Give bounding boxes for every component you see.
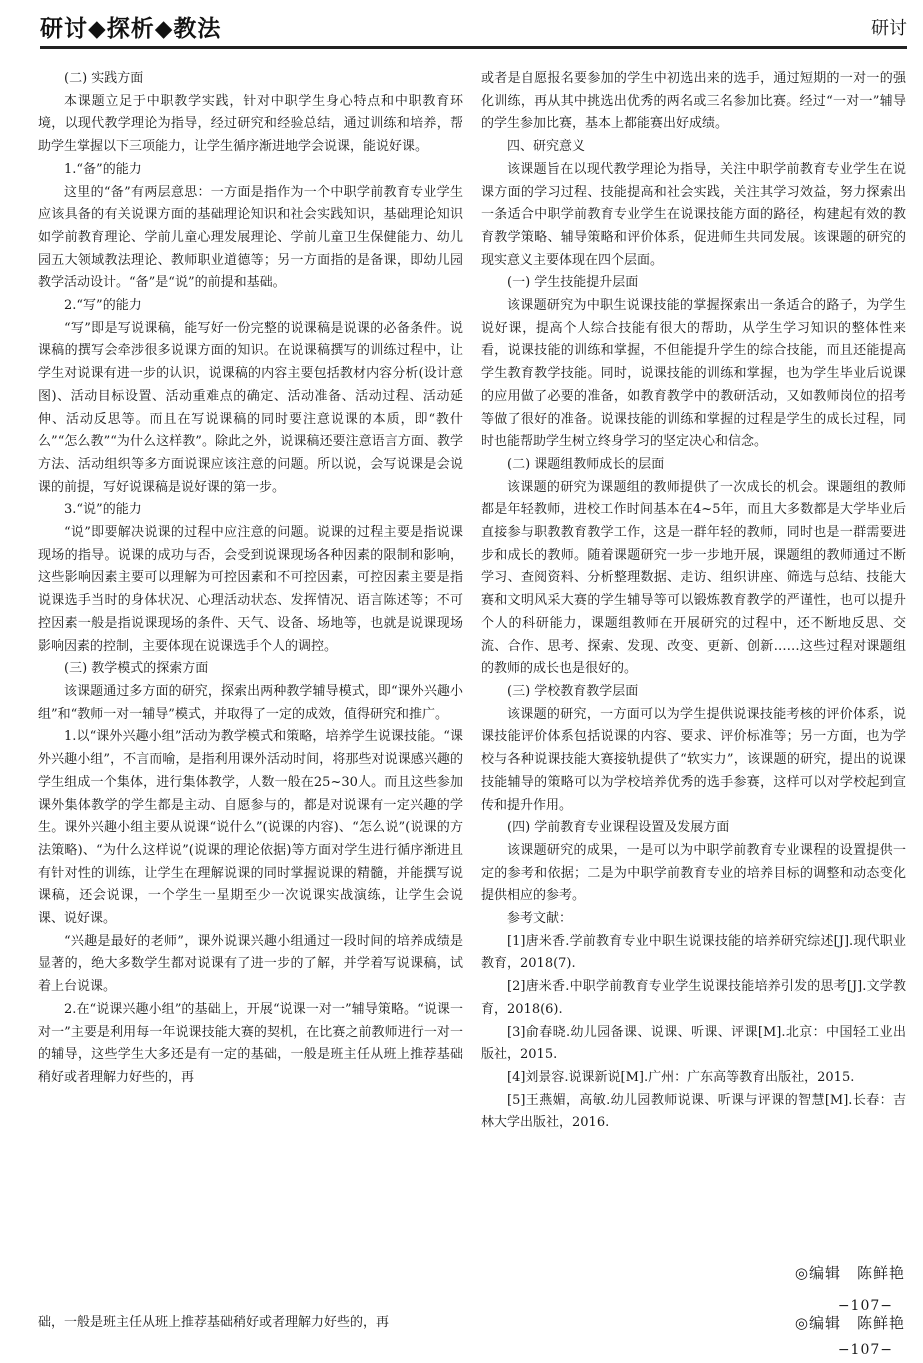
paragraph: 这里的“备”有两层意思：一方面是指作为一个中职学前教育专业学生应该具备的有关说课方面的基础理论知识和社会实践知识，基础理论知识如学前教育理论、学前儿童心理发展理论、学前儿童卫生保健能力、幼儿园五大领域教法理论、教师职业道德等；另一方面指的是备课，即幼儿园教学活动设计。“备”是“说”的前提和基础。 (38, 184, 463, 291)
reference-item: [3]俞春晓.幼儿园备课、说课、听课、评课[M].北京：中国轻工业出版社，2015. (481, 1024, 906, 1063)
header-rule (40, 46, 907, 49)
subheading: (三) 学校教育教学层面 (507, 683, 639, 699)
paragraph: 或者是自愿报名要参加的学生中初选出来的选手，通过短期的一对一的强化训练，再从其中挑选出优秀的两名或三名参加比赛。经过“一对一”辅导的学生参加比赛，基本上都能赛出好成绩。 (481, 71, 906, 132)
section-heading: (三) 教学模式的探索方面 (64, 661, 209, 677)
running-head-right: 研讨 (871, 18, 907, 39)
paragraph: 该课题研究的成果，一是可以为中职学前教育专业课程的设置提供一定的参考和依据；二是为中职学前教育专业的培养目标的调整和动态变化提供相应的参考。 (481, 842, 906, 904)
reference-item: [2]唐米香.中职学前教育专业学生说课技能培养引发的思考[J].文学教育，2018(6). (481, 979, 906, 1017)
page-header (0, 0, 923, 50)
reference-item: [1]唐米香.学前教育专业中职生说课技能的培养研究综述[J].现代职业教育，2018(7). (481, 933, 906, 972)
editor-credit-duplicate: ◎编辑 陈鲜艳 (794, 1314, 905, 1332)
references-heading: 参考文献： (507, 911, 573, 927)
paragraph: 该课题通过多方面的研究，探索出两种教学辅导模式，即“课外兴趣小组”和“教师一对一辅导”模式，并取得了一定的成效，值得研究和推广。 (38, 683, 463, 722)
subheading: 3.“说”的能力 (64, 502, 142, 518)
page-number: −107− (837, 1298, 893, 1314)
subheading: (四) 学前教育专业课程设置及发展方面 (507, 820, 730, 836)
carryover-line: 础，一般是班主任从班上推荐基础稍好或者理解力好些的，再 (38, 1315, 390, 1330)
section-heading: 四、研究意义 (507, 139, 586, 155)
paragraph: 本课题立足于中职教学实践，针对中职学生身心特点和中职教育环境，以现代教学理论为指导，经过研究和经验总结，通过训练和培养，帮助学生掌握以下三项能力，让学生循序渐进地学会说课，能说好课。 (38, 93, 463, 155)
section-heading: (二) 实践方面 (64, 71, 144, 86)
editor-credit: ◎编辑 陈鲜艳 (794, 1264, 905, 1282)
subheading: (二) 课题组教师成长的层面 (507, 456, 665, 472)
paragraph: “写”即是写说课稿，能写好一份完整的说课稿是说课的必备条件。说课稿的撰写会牵涉很多说课方面的知识。在说课稿撰写的训练过程中，让学生对说课有进一步的认识，说课稿的内容主要包括教材内容分析(设计意图)、活动目标设置、活动重难点的确定、活动准备、活动过程、活动延伸、活动反思等。而且在写说课稿的同时要注意说课的本质，即“教什么”“怎么教”“为什么这样教”。除此之外，说课稿还要注意语言方面、教学方法、活动组织等多方面说课应该注意的问题。所以说，会写说课是会说课的前提，写好说课稿是说好课的第一步。 (38, 320, 463, 495)
paragraph: 该课题研究为中职生说课技能的掌握探索出一条适合的路子，为学生说好课，提高个人综合技能有很大的帮助，从学生学习知识的整体性来看，说课技能的训练和掌握，不但能提升学生的综合技能，而且还能提高学生教育教学技能。同时，说课技能的训练和掌握，也为学生毕业后说课的应用做了必要的准备，如教育教学中的教研活动，又如教师岗位的招考等做了很好的准备。说课技能的训练和掌握的过程是学生的成长过程，同时也能帮助学生树立终身学习的坚定决心和信念。 (481, 298, 906, 450)
paragraph: “兴趣是最好的老师”，课外说课兴趣小组通过一段时间的培养成绩是显著的，绝大多数学生都对说课有了进一步的了解，并学着写说课稿，试着上台说课。 (38, 933, 463, 995)
subheading: (一) 学生技能提升层面 (507, 275, 639, 291)
page-number-duplicate: −107− (837, 1342, 893, 1358)
paragraph: 该课题旨在以现代教学理论为指导，关注中职学前教育专业学生在说课方面的学习过程、技能提高和社会实践，关注其学习效益，努力探索出一条适合中职学前教育专业学生在说课技能方面的路径，构建起有效的教育教学策略、辅导策略和评价体系，促进师生共同发展。该课题的研究的现实意义主要体现在四个层面。 (481, 161, 906, 268)
paragraph: 该课题的研究，一方面可以为学生提供说课技能考核的评价体系，说课技能评价体系包括说课的内容、要求、评价标准等；另一方面，也为学校与各种说课技能大赛接轨提供了“软实力”，该课题的研究，提出的说课技能辅导的策略可以为学校培养优秀的选手参赛，这样可以对学校起到宣传和提升作用。 (481, 706, 906, 813)
left-column (38, 68, 463, 1090)
paragraph: “说”即要解决说课的过程中应注意的问题。说课的过程主要是指说课现场的指导。说课的成功与否，会受到说课现场各种因素的限制和影响，这些影响因素主要可以理解为可控因素和不可控因素，可控因素主要是指说课选手当时的身体状况、心理活动状态、发挥情况、语言陈述等；不可控因素一般是指说课现场的条件、天气、设备、场地等，也就是说课现场影响因素的控制，主要体现在说课选手个人的调控。 (38, 525, 463, 654)
paragraph: 1.以“课外兴趣小组”活动为教学模式和策略，培养学生说课技能。“课外兴趣小组”，不言而喻，是指利用课外活动时间，将那些对说课感兴趣的学生组成一个集体，进行集体教学，人数一般在25~30人。而且这些参加课外集体教学的学生都是主动、自愿参与的，都是对说课有一定兴趣的学生。课外兴趣小组主要从说课“说什么”(说课的内容)、“怎么说”(说课的方法策略)、“为什么这样说”(说课的理论依据)等方面对学生进行循序渐进且有针对性的训练，让学生在理解说课的同时掌握说课的精髓，并能撰写说课稿，还会说课，一个学生一星期至少一次说课实战演练，让学生会说课、说好课。 (38, 729, 463, 927)
subheading: 1.“备”的能力 (64, 161, 142, 177)
journal-section-title: 研讨◆探析◆教法 (40, 16, 222, 42)
reference-item: [5]王燕媚，高敏.幼儿园教师说课、听课与评课的智慧[M].长春：吉林大学出版社，2016. (481, 1092, 906, 1131)
paragraph: 该课题的研究为课题组的教师提供了一次成长的机会。课题组的教师都是年轻教师，进校工作时间基本在4~5年，而且大多数都是大学毕业后直接参与职教教育教学工作，这是一群年轻的教师，同时也是一群需要进步和成长的教师。随着课题研究一步一步地开展，课题组的教师通过不断学习、查阅资料、分析整理数据、走访、组织讲座、筛选与总结、技能大赛和文明风采大赛的学生辅导等可以锻炼教育教学的严谨性，也可以提升个人的科研能力，课题组教师在开展研究的过程中，还不断地反思、交流、合作、思考、探索、发现、改变、更新、创新……这些过程对课题组的教师的成长也是很好的。 (481, 479, 906, 677)
reference-item: [4]刘景容.说课新说[M].广州：广东高等教育出版社，2015. (507, 1069, 855, 1085)
subheading: 2.“写”的能力 (64, 298, 142, 314)
right-column (481, 68, 906, 1135)
paragraph: 2.在“说课兴趣小组”的基础上，开展“说课一对一”辅导策略。“说课一对一”主要是利用每一年说课技能大赛的契机，在比赛之前教师进行一对一的辅导，这些学生大多还是有一定的基础，一般是班主任从班上推荐基础稍好或者理解力好些的，再 (38, 1001, 463, 1085)
